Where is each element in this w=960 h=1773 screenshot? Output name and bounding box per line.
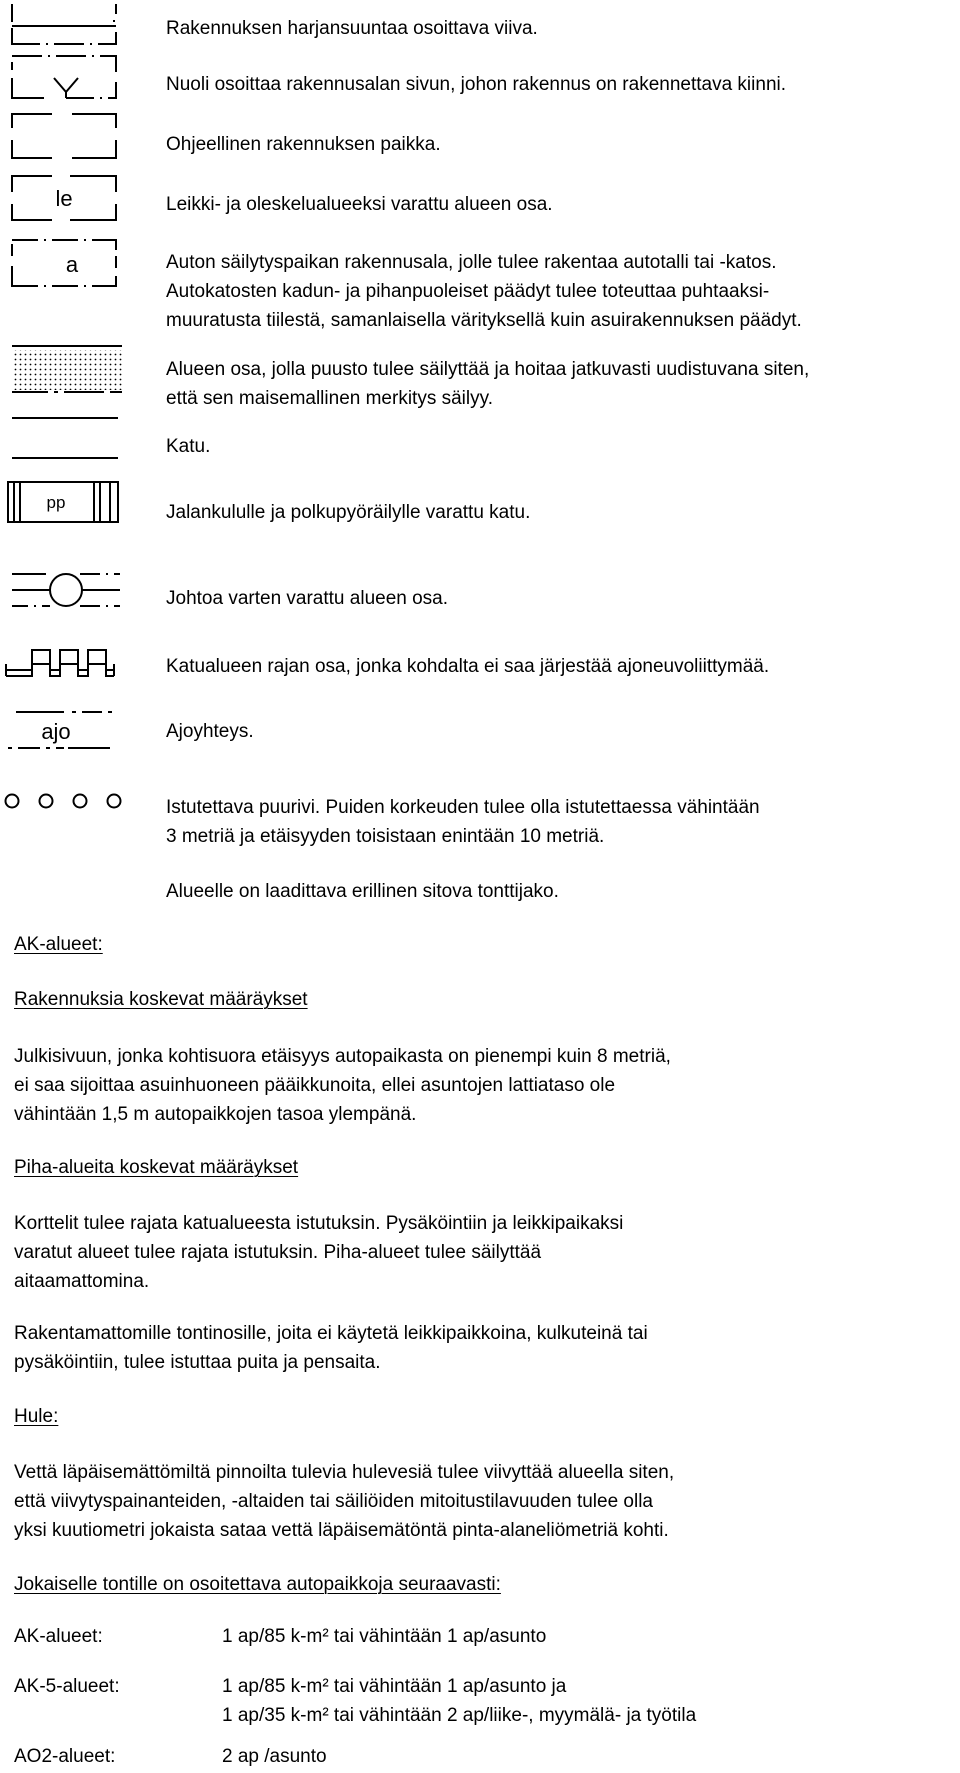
legend-text-tree-row-2: 3 metriä ja etäisyyden toisistaan enintään 10 metriä.	[166, 826, 605, 847]
legend-text-pedestrian-street: Jalankululle ja polkupyöräilylle varattu katu.	[166, 502, 531, 523]
yard-line-5: pysäköintiin, tulee istuttaa puita ja pensaita.	[14, 1352, 381, 1373]
le-label: le	[55, 186, 73, 211]
parking-rule-ak5-1: 1 ap/85 k-m² tai vähintään 1 ap/asunto ja	[222, 1676, 567, 1697]
legend-text-utility-line: Johtoa varten varattu alueen osa.	[166, 588, 449, 609]
hule-line-2: että viivytyspainanteiden, -altaiden tai säiliöiden mitoitustilavuuden tulee olla	[14, 1491, 653, 1512]
buildings-heading: Rakennuksia koskevat määräykset	[14, 989, 308, 1010]
legend-text-arrow: Nuoli osoittaa rakennusalan sivun, johon rakennus on rakennettava kiinni.	[166, 74, 787, 95]
arrow-attach-side-icon	[8, 52, 120, 104]
legend-text-plot-division: Alueelle on laadittava erillinen sitova tonttijako.	[166, 881, 559, 902]
parking-area-ak: AK-alueet:	[14, 1626, 103, 1647]
buildings-line-3: vähintään 1,5 m autopaikkojen tasoa ylempänä.	[14, 1104, 417, 1125]
yard-line-4: Rakentamattomille tontinosille, joita ei käytetä leikkipaikkoina, kulkuteinä tai	[14, 1323, 648, 1344]
play-area-le-icon	[8, 172, 120, 226]
parking-rule-ak: 1 ap/85 k-m² tai vähintään 1 ap/asunto	[222, 1626, 547, 1647]
pedestrian-street-pp-icon	[6, 478, 122, 528]
utility-line-circle-icon	[8, 562, 128, 620]
legend-text-preserved-trees-2: että sen maisemallinen merkitys säilyy.	[166, 388, 493, 409]
street-lines-icon	[8, 410, 128, 462]
legend-text-street: Katu.	[166, 436, 211, 457]
legend-text-indicative-building: Ohjeellinen rakennuksen paikka.	[166, 134, 441, 155]
legend-text-carport-3: muuratusta tiilestä, samanlaisella värityksellä kuin asuirakennuksen päädyt.	[166, 310, 802, 331]
no-access-boundary-icon	[2, 640, 122, 690]
yard-heading: Piha-alueita koskevat määräykset	[14, 1157, 299, 1178]
legend-text-preserved-trees-1: Alueen osa, jolla puusto tulee säilyttää ja hoitaa jatkuvasti uudistuvana siten,	[166, 359, 810, 380]
preserved-trees-dotted-icon	[8, 342, 128, 402]
pp-label: pp	[46, 493, 66, 512]
yard-line-2: varatut alueet tulee rajata istutuksin. Piha-alueet tulee säilyttää	[14, 1242, 542, 1263]
yard-line-3: aitaamattomina.	[14, 1271, 150, 1292]
parking-rule-ao2: 2 ap /asunto	[222, 1746, 327, 1767]
legend-text-play-area: Leikki- ja oleskelualueeksi varattu alueen osa.	[166, 194, 553, 215]
legend-text-driveway: Ajoyhteys.	[166, 721, 254, 742]
hule-heading: Hule:	[14, 1406, 59, 1427]
parking-area-ak5: AK-5-alueet:	[14, 1676, 120, 1697]
roof-direction-line-icon	[8, 4, 120, 48]
parking-rule-ak5-2: 1 ap/35 k-m² tai vähintään 2 ap/liike-, myymälä- ja työtila	[222, 1705, 697, 1726]
legend-text-no-access: Katualueen rajan osa, jonka kohdalta ei saa järjestää ajoneuvoliittymää.	[166, 656, 770, 677]
hule-line-3: yksi kuutiometri jokaista sataa vettä läpäisemätöntä pinta-alaneliömetriä kohti.	[14, 1520, 669, 1541]
buildings-line-1: Julkisivuun, jonka kohtisuora etäisyys autopaikasta on pienempi kuin 8 metriä,	[14, 1046, 671, 1067]
legend-text-roof-direction: Rakennuksen harjansuuntaa osoittava viiva.	[166, 18, 538, 39]
ajo-label: ajo	[41, 719, 71, 744]
buildings-line-2: ei saa sijoittaa asuinhuoneen pääikkunoita, ellei asuntojen lattiataso ole	[14, 1075, 616, 1096]
legend-text-tree-row-1: Istutettava puurivi. Puiden korkeuden tulee olla istutettaessa vähintään	[166, 797, 760, 818]
parking-heading: Jokaiselle tontille on osoitettava autopaikkoja seuraavasti:	[14, 1574, 501, 1595]
ak-heading: AK-alueet:	[14, 934, 103, 955]
legend-text-carport-2: Autokatosten kadun- ja pihanpuoleiset päädyt tulee toteuttaa puhtaaksi-	[166, 281, 770, 302]
yard-line-1: Korttelit tulee rajata katualueesta istutuksin. Pysäköintiin ja leikkipaikaksi	[14, 1213, 624, 1234]
driveway-ajo-icon	[6, 700, 126, 756]
a-label: a	[65, 252, 79, 277]
indicative-building-place-icon	[8, 110, 120, 164]
hule-line-1: Vettä läpäisemättömiltä pinnoilta tulevia hulevesiä tulee viivyttää alueella siten,	[14, 1462, 675, 1483]
carport-area-a-icon	[8, 236, 120, 292]
tree-row-circles-icon	[0, 786, 130, 816]
legend-text-carport-1: Auton säilytyspaikan rakennusala, jolle tulee rakentaa autotalli tai -katos.	[166, 252, 777, 273]
parking-area-ao2: AO2-alueet:	[14, 1746, 116, 1767]
